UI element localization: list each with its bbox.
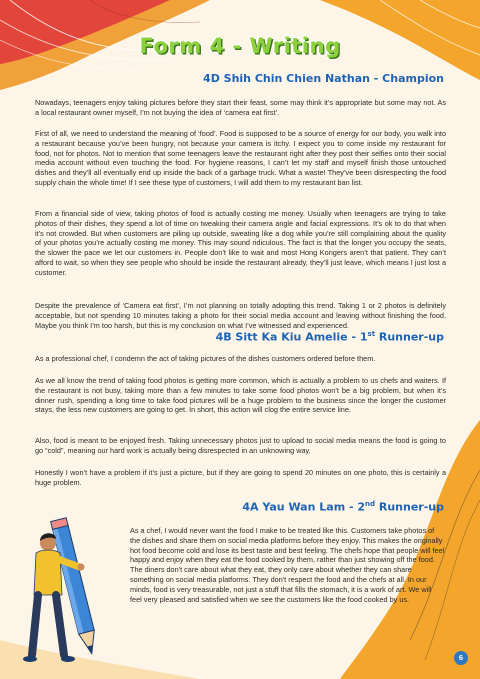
heading-superscript: nd: [365, 500, 376, 508]
person-with-pencil-illustration: [18, 515, 110, 665]
heading-tail: Runner-up: [375, 330, 444, 344]
essay-paragraph: Honestly I won’t have a problem if it’s just a picture, but if they are going to spend 20 minutes on one photo, this is certainly a huge problem.: [35, 468, 446, 487]
essay-paragraph: First of all, we need to understand the meaning of ‘food’. Food is supposed to be a source of energy for our body, you walk into a restaurant because you’ve been hungry, not because your camera is itchy. I expect you to come inside my restaurant for food, not for photos. Not to mention that some teenagers leave the restaurant right after they post their selfies onto their social media account without even touching the food. For hygiene reasons, I can’t let my staff and myself finish those untouched dishes and they’ll all eventually end up inside the back of a garbage truck. What a waste! They’ve been disrespecting the food supply chain the whole time! If I see these type of customers, I will add them to my restaurant ban list.: [35, 129, 446, 187]
heading-superscript: st: [367, 330, 376, 338]
heading-text: 4A Yau Wan Lam - 2: [242, 500, 366, 514]
essay-paragraph: Also, food is meant to be enjoyed fresh. Taking unnecessary photos just to upload to social media means the food is going to go “cold”, meaning our hard work is actually being disrespected in an unknowing way.: [35, 436, 446, 455]
section-heading-champion: 4D Shih Chin Chien Nathan - Champion: [203, 72, 444, 85]
section-heading-second-runner-up: [242, 500, 444, 514]
essay-paragraph: Nowadays, teenagers enjoy taking pictures before they start their feast, some may think it’s appropriate but some may not. As a local restaurant owner myself, I’m not buying the idea of ‘camera eat first’.: [35, 98, 446, 117]
heading-tail: Runner-up: [375, 500, 444, 514]
section-heading-first-runner-up: [216, 330, 444, 344]
heading-text: 4B Sitt Ka Kiu Amelie - 1: [215, 330, 368, 344]
essay-paragraph: As a professional chef, I condemn the act of taking pictures of the dishes customers ordered before them.: [35, 354, 376, 363]
essay-paragraph: From a financial side of view, taking photos of food is actually costing me money. Usually when teenagers are trying to take photos of their dishes, they spend a lot of time on tweaking their camera angle and facial expressions. It’s ok to do that when it’s not crowded. But when customers are piling up outside, sweating like a dog while you’re still complaining about the quality of your photos you’re actually costing me money. This may sound ridiculous. The fact is that the longer you occupy the seats, the slower the pace we let our customers in. People don’t like to wait and most Hong Kongers aren’t that patient. They can’t afford to wait, so when they see people who should be inside the restaurant already, they’ll just leave, which means I just lost a customer.: [35, 209, 446, 277]
essay-paragraph: As a chef, I would never want the food I make to be treated like this. Customers take photos of the dishes and share them on social media platforms before they enjoy. This makes the originally hot food become cold and lose its best taste and best feeling. The chefs hope that people will feel happy and enjoy when they eat the food cooked by them, rather than just showing off the food. The diners don't care about what they eat, they only care about whether they can share something on social media platforms. They don't respect the food and the chefs at all. In our minds, food is very treasurable, not just a stuff that fills the stomach, it is a work of art. We will feel very pleased and satisfied when we see the customers like the food cooked by us.: [130, 526, 445, 604]
essay-paragraph: As we all know the trend of taking food photos is getting more common, which is actually a problem to us chefs and waiters. If the restaurant is not busy, taking more than a few minutes to take some food photos won’t be a big problem, but when it’s dinner rush, spending a long time to take food pictures will be a huge problem to the business since the longer the customer stays, the less new customers are going to get. In short, this action will clog the entire service line.: [35, 376, 446, 415]
page-number: 6: [454, 651, 468, 665]
page-title: Form 4 - Writing: [139, 34, 341, 58]
essay-paragraph: Despite the prevalence of ‘Camera eat first’, I’m not planning on totally adopting this trend. Taking 1 or 2 photos is definitely acceptable, but not spending 10 minutes taking a photo for their social media account and leaving without finishing the food. Maybe you think I’m too harsh, but this is my conclusion on what I’ve witnessed and experienced.: [35, 301, 446, 330]
